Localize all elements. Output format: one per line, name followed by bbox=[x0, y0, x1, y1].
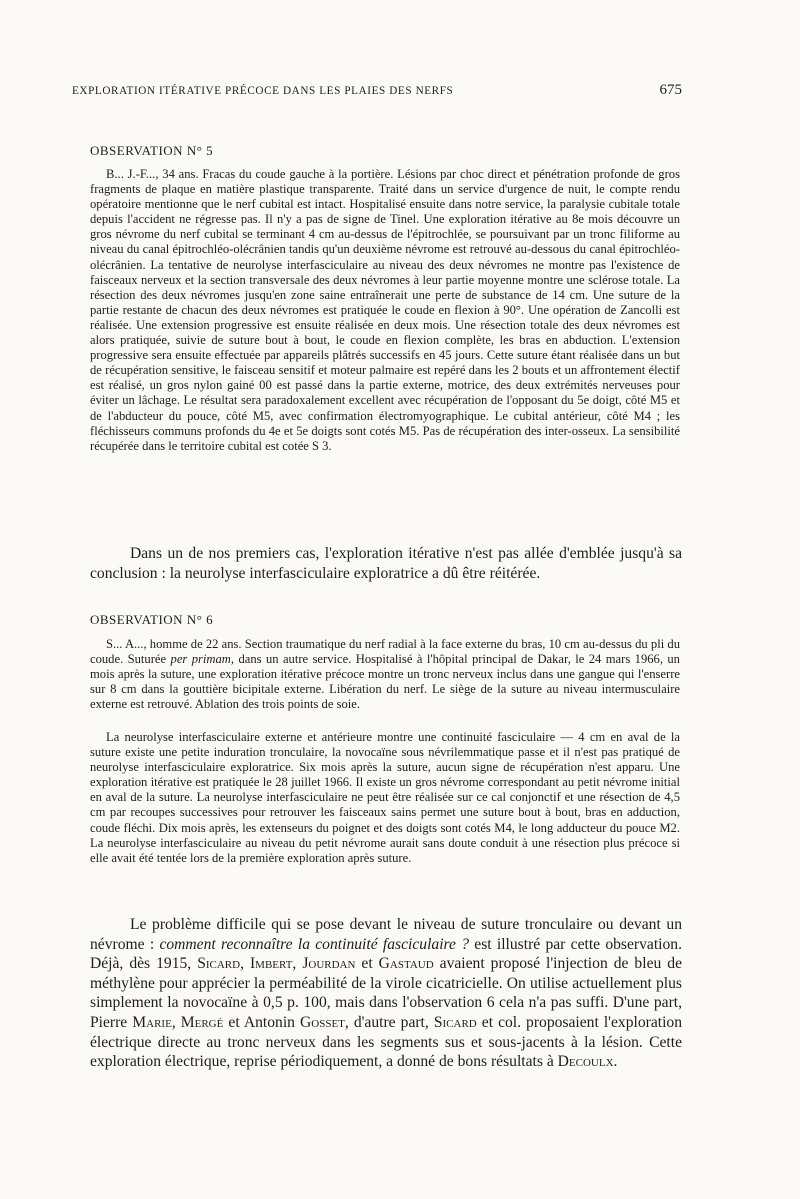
para2-f: avaient proposé l'injection de bleu de méthylène pour apprécier la perméabilité de la virole cicatricielle. On utilise actuellement plus simplement la novocaïne à 0,5 p. 100, mais dans l'observation 6 cela n'a pas suffi. D'une part, Pierre bbox=[90, 955, 682, 1031]
author-imbert: Imbert bbox=[249, 955, 293, 973]
para2-j: et col. proposaient l'exploration électrique directe au tronc nerveux dans les segments sus et sous-jacents à la lésion. Cette exploration électrique, reprise périodiquement, a donné de bons résultats à bbox=[90, 1013, 683, 1071]
observation-6-italic: per primam, bbox=[170, 652, 235, 667]
observation-5-body: B... J.-F..., 34 ans. Fracas du coude gauche à la portière. Lésions par choc direct et pénétration profonde de gros fragments de plaque en matière plastique transparente. Traité dans un service d'urgence de nuit, le compte rendu opératoire mentionne que le nerf cubital est intact. Hospitalisé ensuite dans notre service, la paralysie cubitale totale depuis l'accident ne régresse pas. Il n'y a pas de signe de Tinel. Une exploration itérative au 8e mois découvre un gros névrome du nerf cubital se terminant 4 cm au-dessus de l'épitrochlée, se poursuivant par un tronc filiforme au niveau du canal épitrochléo-olécrânien tandis qu'un deuxième névrome est retrouvé au-dessous du canal épitrochléo-olécrânien. La tentative de neurolyse interfasciculaire au niveau des deux névromes ne montre pas l'existence de faisceaux nerveux et la section transversale des deux névromes à leur partie moyenne montre une sclérose totale. La résection des deux névromes jusqu'en zone saine entraînerait une perte de substance de 14 cm. Une suture de la partie restante de chacun des deux névromes est pratiquée le coude en flexion à 90°. Une opération de Zancolli est réalisée. Une extension progressive est ensuite réalisée en deux mois. Une résection totale des deux névromes est alors pratiquée, suivie de suture bout à bout, le coude en flexion complète, les bras en abduction. L'extension progressive sera ensuite effectuée par appareils plâtrés successifs en 45 jours. Cette suture étant réalisée dans un but de récupération sensitive, le faisceau sensitif et moteur palmaire est repéré dans les 2 bouts et un affrontement électif est réalisé, un gros nylon gainé 00 est passé dans la partie externe, motrice, des deux extrémités nerveuses pour éviter un lâchage. Le résultat sera paradoxalement excellent avec récupération de l'opposant du 5e doigt, côté M5 et de l'abducteur du pouce, côté M5, avec confirmation électromyographique. Le cubital antérieur, côté M4 ; les fléchisseurs communs profonds du 4e et 5e doigts sont cotés M5. Pas de récupération des inter-osseux. La sensibilité récupérée dans le territoire cubital est cotée S 3. bbox=[90, 167, 680, 453]
observation-6-text-1b: dans un autre service. Hospitalisé à l'hôpital principal de Dakar, le 24 mars 1966, un mois après la suture, une exploration itérative précoce montre un tronc nerveux inclus dans une gangue qui l'enserre sur 8 cm dans la gouttière bicipitale externe. Libération du nerf. Le siège de la suture au niveau intermusculaire externe est retrouvé. Ablation des trois points de soie. bbox=[90, 652, 680, 712]
para2-a: Le problème difficile qui se pose devant le niveau de suture tronculaire ou devant un névrome : bbox=[90, 916, 682, 953]
para2-italic: comment reconnaître la continuité fasciculaire ? bbox=[159, 935, 470, 953]
page-number: 675 bbox=[659, 82, 682, 98]
paragraph-problem bbox=[90, 915, 682, 1072]
observation-6-text-1 bbox=[90, 637, 680, 712]
author-merge: Mergé bbox=[180, 1013, 224, 1031]
author-decoulx: Decoulx bbox=[557, 1053, 614, 1071]
author-gosset: Gosset bbox=[300, 1013, 345, 1031]
author-jourdan: Jourdan bbox=[302, 955, 356, 973]
author-gastaud: Gastaud bbox=[378, 955, 434, 973]
observation-6-text-2 bbox=[90, 730, 680, 866]
observation-6-title: OBSERVATION N° 6 bbox=[90, 612, 214, 627]
author-marie: Marie bbox=[132, 1013, 172, 1031]
author-sicard-2: Sicard bbox=[433, 1013, 477, 1031]
running-title: EXPLORATION ITÉRATIVE PRÉCOCE DANS LES PLAIES DES NERFS bbox=[72, 85, 454, 97]
running-header bbox=[72, 82, 682, 99]
paragraph-first-cases bbox=[90, 544, 682, 583]
observation-6-text-2-body: La neurolyse interfasciculaire externe et antérieure montre une continuité fasciculaire — 4 cm en aval de la suture existe une petite induration tronculaire, la novocaïne sous névrilemmatique passe et il n'est pas pratiqué de neurolyse interfasciculaire exploratrice. Six mois après la suture, aucun signe de récupération n'est apparu. Une exploration itérative est pratiquée le 28 juillet 1966. Il existe un gros névrome correspondant au petit névrome initial en aval de la suture. La neurolyse interfasciculaire ne peut être réalisée sur ce cal conjonctif et une résection de 4,5 cm par recoupes successives pour retrouver les faisceaux sains permet une suture bout à bout, bras en adduction, coude fléchi. Dix mois après, les extenseurs du poignet et des doigts sont cotés M4, le long adducteur du pouce M2. La neurolyse interfasciculaire au niveau du petit névrome aurait sans doute conduit à une résection plus précoce si elle avait été tentée lors de la première exploration après suture. bbox=[90, 730, 680, 865]
observation-5-text bbox=[90, 167, 680, 454]
para2-g: , bbox=[171, 1013, 181, 1031]
paragraph-first-cases-text: Dans un de nos premiers cas, l'exploration itérative n'est pas allée d'emblée jusqu'à sa conclusion : la neurolyse interfasciculaire exploratrice a dû être réitérée. bbox=[90, 545, 682, 582]
observation-5-title: OBSERVATION N° 5 bbox=[90, 143, 214, 158]
para2-h: et Antonin bbox=[223, 1013, 300, 1031]
para2-k: . bbox=[613, 1053, 618, 1071]
author-sicard: Sicard bbox=[197, 955, 241, 973]
para2-d: , bbox=[292, 955, 303, 973]
para2-i: , d'autre part, bbox=[344, 1013, 434, 1031]
para2-b: est illustré par cette observation. Déjà, dès 1915, bbox=[90, 935, 682, 973]
observation-6-text-1a: S... A..., homme de 22 ans. Section traumatique du nerf radial à la face externe du bras, 10 cm au-dessus du pli du coude. Suturée bbox=[90, 637, 680, 667]
para2-c: , bbox=[240, 955, 250, 973]
para2-e: et bbox=[355, 955, 379, 973]
